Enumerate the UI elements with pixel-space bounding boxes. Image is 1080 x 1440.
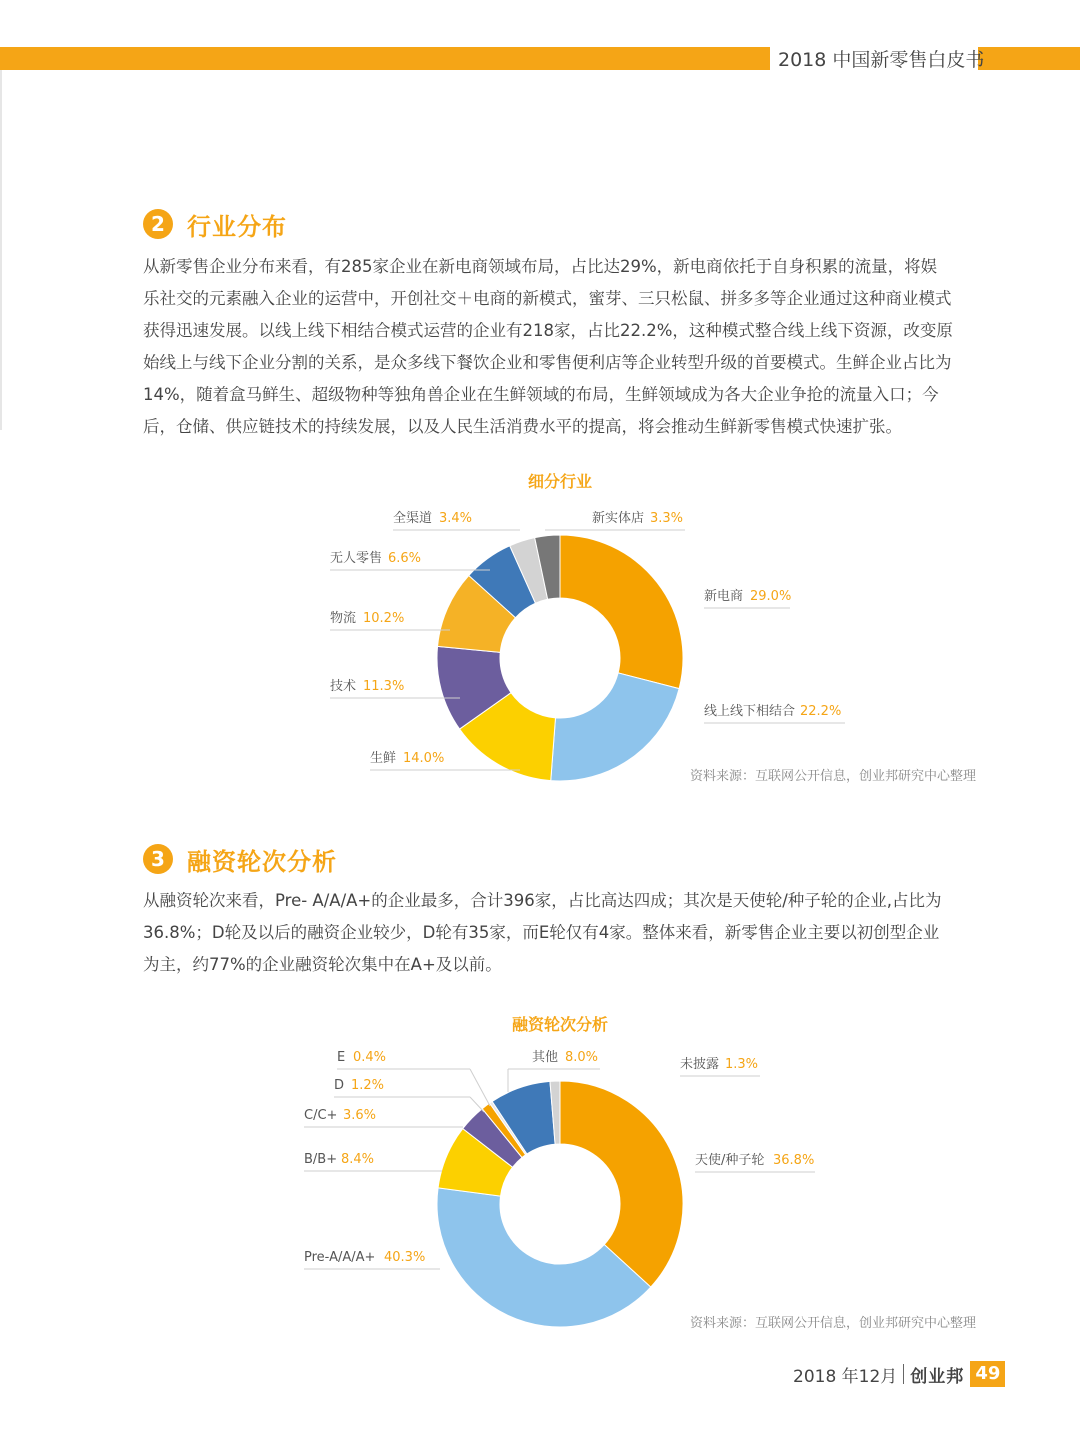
section-number-badge: 3	[143, 844, 173, 874]
funding-donut-chart	[0, 1040, 1080, 1340]
category-label: 新实体店	[592, 511, 645, 526]
value-label: 40.3%	[384, 1250, 426, 1265]
header-bar-right	[978, 47, 1080, 70]
header-title: 2018 中国新零售白皮书	[778, 49, 985, 71]
para-line: 为主，约77%的企业融资轮次集中在A+及以前。	[143, 955, 502, 974]
category-label: 技术	[330, 679, 357, 694]
page-number: 49	[970, 1361, 1005, 1387]
para-line: 始线上与线下企业分割的关系，是众多线下餐饮企业和零售便利店等企业转型升级的首要模式。生鲜企业占比为	[143, 353, 952, 372]
slice-label-4	[330, 610, 450, 630]
chart-2-title: 融资轮次分析	[511, 1015, 608, 1034]
section-title: 融资轮次分析	[187, 847, 337, 876]
header-bar-left	[0, 47, 770, 70]
page-footer	[793, 1360, 1005, 1388]
footer-divider	[903, 1364, 904, 1384]
category-label: B/B+	[304, 1152, 338, 1167]
para-line: 获得迅速发展。以线上线下相结合模式运营的企业有218家，占比22.2%，这种模式整合线上线下资源，改变原	[143, 321, 953, 340]
value-label: 1.3%	[725, 1057, 759, 1072]
para-line: 从新零售企业分布来看，有285家企业在新电商领域布局，占比达29%，新电商依托于自身积累的流量，将娱	[143, 257, 938, 276]
section-3-heading	[143, 842, 337, 876]
category-label: 无人零售	[330, 551, 383, 566]
category-label: D	[334, 1078, 345, 1093]
value-label: 10.2%	[363, 611, 405, 626]
value-label: 22.2%	[800, 704, 842, 719]
slice-label-1	[704, 703, 845, 723]
value-label: 11.3%	[363, 679, 405, 694]
value-label: 8.4%	[341, 1152, 375, 1167]
value-label: 0.4%	[353, 1050, 387, 1065]
slice-label-0	[695, 1152, 815, 1172]
value-label: 29.0%	[750, 589, 792, 604]
donut-slice-0	[560, 535, 683, 689]
slice-label-6	[393, 511, 520, 530]
slice-label-4	[334, 1078, 484, 1112]
slice-label-2	[304, 1152, 442, 1171]
category-label: 未披露	[680, 1057, 720, 1072]
category-label: 生鲜	[370, 751, 397, 766]
category-label: 全渠道	[393, 511, 433, 526]
para-line: 14%，随着盒马鲜生、超级物种等独角兽企业在生鲜领域的布局，生鲜领域成为各大企业争抢的流量入口；今	[143, 385, 939, 404]
value-label: 3.4%	[439, 511, 473, 526]
donut-slice-1	[551, 673, 679, 781]
category-label: Pre-A/A/A+	[304, 1250, 376, 1265]
slice-label-7	[680, 1056, 760, 1076]
para-line: 36.8%；D轮及以后的融资企业较少，D轮有35家，而E轮仅有4家。整体来看，新零售企业主要以初创型企业	[143, 923, 940, 942]
industry-donut-chart	[0, 490, 1080, 790]
para-line: 从融资轮次来看，Pre- A/A/A+的企业最多，合计396家，占比高达四成；其次是天使轮/种子轮的企业,占比为	[143, 891, 942, 910]
slice-label-3	[304, 1108, 463, 1127]
leader-connector	[470, 1097, 484, 1112]
category-label: 天使/种子轮	[695, 1153, 765, 1168]
chart-1-title: 细分行业	[527, 472, 592, 491]
page-edge-line	[0, 70, 2, 430]
chart-1-source: 资料来源：互联网公开信息，创业邦研究中心整理	[689, 769, 976, 784]
category-label: 其他	[532, 1050, 559, 1065]
category-label: 新电商	[704, 589, 744, 604]
category-label: 物流	[330, 611, 357, 626]
value-label: 8.0%	[565, 1050, 599, 1065]
section-title: 行业分布	[187, 212, 287, 241]
slice-label-7	[545, 510, 685, 530]
para-line: 后，仓储、供应链技术的持续发展，以及人民生活消费水平的提高，将会推动生鲜新零售模式快速扩张。	[143, 417, 902, 436]
para-line: 乐社交的元素融入企业的运营中，开创社交＋电商的新模式，蜜芽、三只松鼠、拼多多等企业通过这种商业模式	[143, 289, 952, 308]
section-number-badge: 2	[143, 209, 173, 239]
section-2-paragraph	[143, 251, 979, 443]
donut-slice-1	[437, 1188, 651, 1327]
value-label: 6.6%	[388, 551, 422, 566]
category-label: C/C+	[304, 1108, 338, 1123]
value-label: 3.6%	[343, 1108, 377, 1123]
value-label: 1.2%	[351, 1078, 385, 1093]
footer-brand: 创业邦	[910, 1366, 965, 1387]
chart-2-source: 资料来源：互联网公开信息，创业邦研究中心整理	[689, 1316, 976, 1331]
footer-date: 2018 年12月	[793, 1366, 898, 1387]
section-3-paragraph	[143, 885, 979, 981]
value-label: 3.3%	[650, 511, 684, 526]
slice-label-0	[704, 588, 791, 608]
value-label: 14.0%	[403, 751, 445, 766]
slice-label-5	[330, 550, 490, 570]
category-label: 线上线下相结合	[704, 704, 796, 719]
section-2-heading	[143, 207, 287, 241]
category-label: E	[337, 1050, 346, 1065]
slice-label-1	[304, 1250, 440, 1269]
value-label: 36.8%	[773, 1153, 815, 1168]
donut-slice-0	[560, 1081, 683, 1287]
